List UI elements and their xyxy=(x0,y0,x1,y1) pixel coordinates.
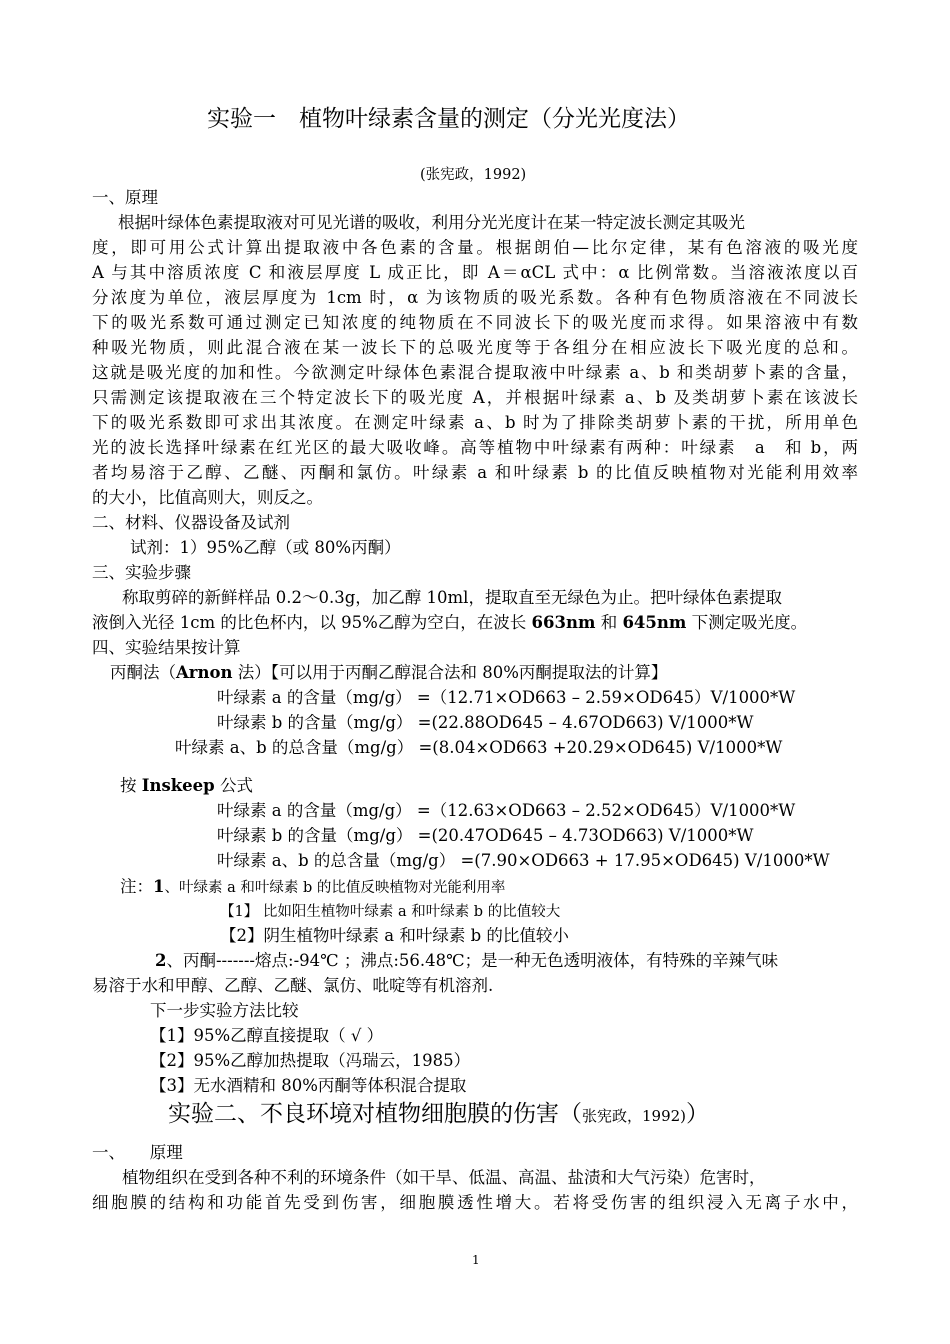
note-1: 注：1、叶绿素 a 和叶绿素 b 的比值反映植物对光能利用率 xyxy=(120,877,506,896)
note-2-line-2: 易溶于水和甲醇、乙醇、乙醚、氯仿、吡啶等有机溶剂. xyxy=(92,976,494,995)
principle-line-5: 下的吸光系数可通过测定已知浓度的纯物质在不同波长下的吸光度而求得。如果溶液中有数 xyxy=(92,313,858,332)
method-item-3: 【3】无水酒精和 80%丙酮等体积混合提取 xyxy=(150,1076,467,1095)
principle-line-2: 度，即可用公式计算出提取液中各色素的含量。根据朗伯—比尔定律，某有色溶液的吸光度 xyxy=(92,238,858,257)
exp1-section-steps-heading: 三、实验步骤 xyxy=(92,563,191,582)
method-item-1: 【1】95%乙醇直接提取（ √ ） xyxy=(150,1026,384,1045)
arnon-heading: 丙酮法（Arnon 法）【可以用于丙酮乙醇混合法和 80%丙酮提取法的计算】 xyxy=(110,663,668,682)
principle-line-11: 者均易溶于乙醇、乙醚、丙酮和氯仿。叶绿素 a 和叶绿素 b 的比值反映植物对光能利用效率 xyxy=(92,463,858,482)
reagent-line: 试剂：1）95%乙醇（或 80%丙酮） xyxy=(130,538,401,557)
principle-line-10: 光的波长选择叶绿素在红光区的最大吸收峰。高等植物中叶绿素有两种：叶绿素 a 和 b，两 xyxy=(92,438,858,457)
arnon-formula-a: 叶绿素 a 的含量（mg/g） =（12.71×OD663 – 2.59×OD645）V/1000*W xyxy=(217,688,796,707)
page-number: 1 xyxy=(472,1253,480,1267)
method-item-2: 【2】95%乙醇加热提取（冯瑞云，1985） xyxy=(150,1051,471,1070)
arnon-formula-total: 叶绿素 a、b 的总含量（mg/g） =(8.04×OD663 +20.29×OD645) V/1000*W xyxy=(175,738,783,757)
exp1-title: 实验一 植物叶绿素含量的测定（分光光度法） xyxy=(207,106,690,132)
inskeep-formula-b: 叶绿素 b 的含量（mg/g） =(20.47OD645 – 4.73OD663) V/1000*W xyxy=(217,826,754,845)
step-line-1: 称取剪碎的新鲜样品 0.2～0.3g，加乙醇 10ml，提取直至无绿色为止。把叶绿体色素提取 xyxy=(122,588,782,607)
exp2-title: 实验二、不良环境对植物细胞膜的伤害（张宪政，1992)） xyxy=(168,1101,710,1127)
arnon-formula-b: 叶绿素 b 的含量（mg/g） =(22.88OD645 – 4.67OD663) V/1000*W xyxy=(217,713,754,732)
exp1-author: (张宪政，1992) xyxy=(420,167,527,183)
principle-line-4: 分浓度为单位，液层厚度为 1cm 时，α 为该物质的吸光系数。各种有色物质溶液在不同波长 xyxy=(92,288,858,307)
principle-line-3: A 与其中溶质浓度 C 和液层厚度 L 成正比，即 A＝αCL 式中：α 比例常数。当溶液浓度以百 xyxy=(92,263,858,282)
principle-line-1: 根据叶绿体色素提取液对可见光谱的吸收，利用分光光度计在某一特定波长测定其吸光 xyxy=(118,213,745,232)
step-line-2: 液倒入光径 1cm 的比色杯内，以 95%乙醇为空白，在波长 663nm 和 645nm 下测定吸光度。 xyxy=(92,613,808,632)
exp1-section-materials-heading: 二、材料、仪器设备及试剂 xyxy=(92,513,290,532)
inskeep-formula-a: 叶绿素 a 的含量（mg/g） =（12.63×OD663 – 2.52×OD645）V/1000*W xyxy=(217,801,796,820)
note-2: 2、丙酮-------熔点:-94℃ ；沸点:56.48℃；是一种无色透明液体，有特殊的辛辣气味 xyxy=(155,951,779,970)
exp1-section-results-heading: 四、实验结果按计算 xyxy=(92,638,241,657)
principle-line-12: 的大小，比值高则大，则反之。 xyxy=(92,488,323,507)
inskeep-heading: 按 Inskeep 公式 xyxy=(120,776,253,795)
exp1-section-principle-heading: 一、原理 xyxy=(92,188,158,207)
exp2-principle-line-2: 细胞膜的结构和功能首先受到伤害，细胞膜透性增大。若将受伤害的组织浸入无离子水中， xyxy=(92,1193,858,1212)
note-1-sub-1: 【1】 比如阳生植物叶绿素 a 和叶绿素 b 的比值较大 xyxy=(220,904,561,920)
exp2-principle-line-1: 植物组织在受到各种不利的环境条件（如干旱、低温、高温、盐渍和大气污染）危害时， xyxy=(122,1168,766,1187)
principle-line-6: 种吸光物质，则此混合液在某一波长下的总吸光度等于各组分在相应波长下吸光度的总和。 xyxy=(92,338,858,357)
principle-line-9: 下的吸光系数即可求出其浓度。在测定叶绿素 a、b 时为了排除类胡萝卜素的干扰，所用单色 xyxy=(92,413,858,432)
next-step-heading: 下一步实验方法比较 xyxy=(150,1001,299,1020)
note-1-sub-2: 【2】阴生植物叶绿素 a 和叶绿素 b 的比值较小 xyxy=(220,926,569,945)
inskeep-formula-total: 叶绿素 a、b 的总含量（mg/g） =(7.90×OD663 + 17.95×OD645) V/1000*W xyxy=(217,851,830,870)
principle-line-7: 这就是吸光度的加和性。今欲测定叶绿体色素混合提取液中叶绿素 a、b 和类胡萝卜素的含量， xyxy=(92,363,858,382)
principle-line-8: 只需测定该提取液在三个特定波长下的吸光度 A，并根据叶绿素 a、b 及类胡萝卜素在该波长 xyxy=(92,388,858,407)
exp2-section-principle-heading: 一、 原理 xyxy=(92,1143,183,1162)
